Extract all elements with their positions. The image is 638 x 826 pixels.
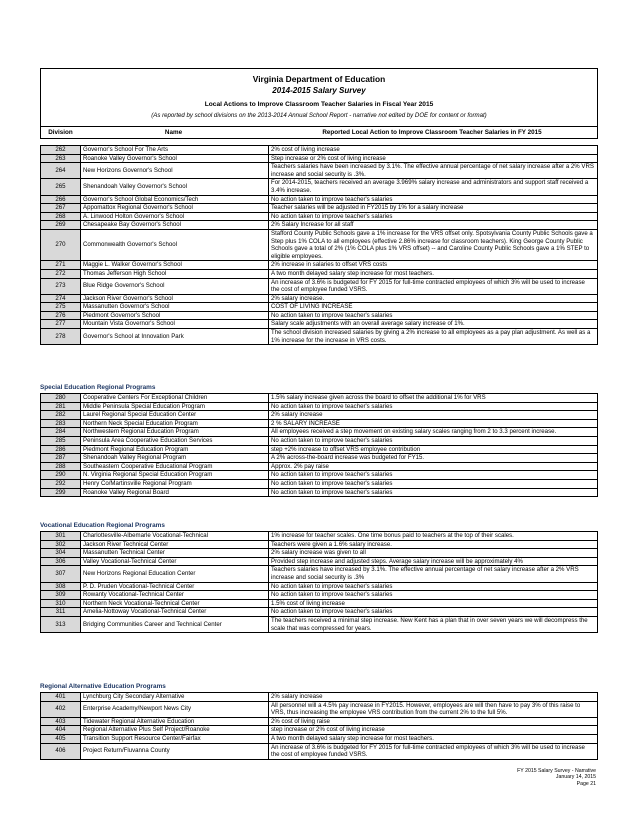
action-cell: No action taken to improve teacher's salaries	[269, 488, 598, 497]
division-name-cell: P. D. Pruden Vocational-Technical Center	[81, 582, 269, 591]
table-row	[41, 566, 598, 582]
special-education-table	[40, 393, 598, 497]
division-number-cell: 274	[41, 294, 81, 303]
division-number-cell: 263	[41, 154, 81, 163]
division-number-cell: 288	[41, 462, 81, 471]
division-name-cell: Cooperative Centers For Exceptional Children	[81, 394, 269, 403]
action-cell: For 2014-2015, teachers received an average 3.969% salary increase and administrators and support staff received a 3.4% increase.	[269, 179, 598, 195]
action-cell: Step increase or 2% cost of living increase	[269, 154, 598, 163]
table-row	[41, 436, 598, 445]
division-name-cell: Massanutten Technical Center	[81, 549, 269, 558]
division-name-cell: Regional Alternative Plus Self Project/Roanoke	[81, 726, 269, 735]
division-number-cell: 262	[41, 146, 81, 155]
table-row	[41, 428, 598, 437]
division-number-cell: 290	[41, 471, 81, 480]
division-number-cell: 278	[41, 329, 81, 345]
division-number-cell: 276	[41, 311, 81, 320]
division-name-cell: Peninsula Area Cooperative Education Services	[81, 436, 269, 445]
division-number-cell: 284	[41, 428, 81, 437]
action-cell: A two month delayed salary step increase for most teachers.	[269, 269, 598, 278]
division-name-cell: Rowanty Vocational-Technical Center	[81, 591, 269, 600]
table-row	[41, 693, 598, 702]
division-name-cell: Governor's School Global Economics/Tech	[81, 195, 269, 204]
action-cell: No action taken to improve teacher's salaries	[269, 212, 598, 221]
division-number-cell: 271	[41, 261, 81, 270]
report-heading: Local Actions to Improve Classroom Teacher Salaries in Fiscal Year 2015	[204, 101, 434, 108]
report-subtitle: 2014-2015 Salary Survey	[272, 86, 366, 95]
action-cell: 2% cost of living increase	[269, 146, 598, 155]
action-cell: No action taken to improve teacher's salaries	[269, 311, 598, 320]
table-row	[41, 532, 598, 541]
division-number-cell: 301	[41, 532, 81, 541]
governors-schools-table	[40, 145, 598, 345]
action-cell: No action taken to improve teacher's salaries	[269, 591, 598, 600]
table-row	[41, 204, 598, 213]
action-cell: All employees received a step movement on existing salary scales ranging from 2 to 3.3 percent increase.	[269, 428, 598, 437]
division-name-cell: Appomattox Regional Governor's School	[81, 204, 269, 213]
footer-line-1: FY 2015 Salary Survey - Narrative	[517, 768, 596, 774]
action-cell: 2% salary increase was given to all	[269, 549, 598, 558]
action-cell: All personnel will a 4.5% pay increase in FY2015. However, employees are will then have to pay 3% of this raise to VRS, thus increasing the employee VRS contribution from the current 2% to the full 5%.	[269, 701, 598, 717]
vocational-education-table	[40, 531, 598, 633]
action-cell: Stafford County Public Schools gave a 1% increase for the VRS offset only. Spotsylvania County Public Schools gave a Step plus 1% COLA to all employees (effective 2.86% increase for classroom teachers). King George County Public Schools gave a total of 2% (1% COLA plus 1% VRS offset) -- and Caroline County Public Schools gave a 1% STEP to eligible employees.	[269, 229, 598, 260]
division-name-cell: Northwestern Regional Education Program	[81, 428, 269, 437]
table-row	[41, 462, 598, 471]
table-row	[41, 402, 598, 411]
report-note: (As reported by school divisions on the 2013-2014 Annual School Report - narrative not edited by DOE for content or format)	[151, 112, 487, 119]
division-name-cell: Jackson River Governor's School	[81, 294, 269, 303]
table-row	[41, 163, 598, 179]
division-number-cell: 275	[41, 303, 81, 312]
table-row	[41, 294, 598, 303]
action-cell: step +2% increase to offset VRS employee contribution	[269, 445, 598, 454]
division-number-cell: 264	[41, 163, 81, 179]
division-name-cell: Commonwealth Governor's School	[81, 229, 269, 260]
column-header-action: Reported Local Action to Improve Classroom Teacher Salaries in FY 2015	[322, 129, 542, 136]
table-row	[41, 591, 598, 600]
table-row	[41, 261, 598, 270]
division-name-cell: Governor's School For The Arts	[81, 146, 269, 155]
division-name-cell: Tidewater Regional Alternative Education	[81, 717, 269, 726]
table-row	[41, 488, 598, 497]
division-name-cell: Charlottesville-Albemarle Vocational-Technical	[81, 532, 269, 541]
action-cell: A 2% across-the-board increase was budgeted for FY15.	[269, 454, 598, 463]
table-row	[41, 454, 598, 463]
division-number-cell: 280	[41, 394, 81, 403]
action-cell: Salary scale adjustments with an overall average salary increase of 1%.	[269, 320, 598, 329]
table-row	[41, 212, 598, 221]
table-row	[41, 229, 598, 260]
action-cell: No action taken to improve teacher's salaries	[269, 402, 598, 411]
division-number-cell: 281	[41, 402, 81, 411]
division-number-cell: 307	[41, 566, 81, 582]
division-name-cell: Amelia-Nottoway Vocational-Technical Center	[81, 608, 269, 617]
table-row	[41, 616, 598, 632]
division-number-cell: 285	[41, 436, 81, 445]
table-row	[41, 557, 598, 566]
division-number-cell: 311	[41, 608, 81, 617]
column-header-row	[40, 127, 598, 139]
division-name-cell: Northern Neck Vocational-Technical Center	[81, 599, 269, 608]
action-cell: No action taken to improve teacher's salaries	[269, 195, 598, 204]
table-row	[41, 599, 598, 608]
division-number-cell: 306	[41, 557, 81, 566]
division-name-cell: New Horizons Regional Education Center	[81, 566, 269, 582]
division-name-cell: Governor's School at Innovation Park	[81, 329, 269, 345]
action-cell: A two month delayed salary step increase for most teachers.	[269, 734, 598, 743]
division-number-cell: 266	[41, 195, 81, 204]
division-name-cell: Thomas Jefferson High School	[81, 269, 269, 278]
division-name-cell: Transition Support Resource Center/Fairfax	[81, 734, 269, 743]
table-row	[41, 311, 598, 320]
table-row	[41, 582, 598, 591]
action-cell: No action taken to improve teacher's salaries	[269, 582, 598, 591]
division-number-cell: 302	[41, 540, 81, 549]
division-number-cell: 304	[41, 549, 81, 558]
table-row	[41, 726, 598, 735]
division-name-cell: Lynchburg City Secondary Alternative	[81, 693, 269, 702]
action-cell: Teachers salaries have been increased by 3.1%. The effective annual percentage of net salary increase after a 2% VRS increase and social security is .3%.	[269, 163, 598, 179]
table-row	[41, 320, 598, 329]
division-number-cell: 272	[41, 269, 81, 278]
table-row	[41, 479, 598, 488]
division-number-cell: 313	[41, 616, 81, 632]
action-cell: Teachers were given a 1.6% salary increase.	[269, 540, 598, 549]
division-name-cell: Valley Vocational-Technical Center	[81, 557, 269, 566]
division-name-cell: Middle Peninsula Special Education Program	[81, 402, 269, 411]
division-name-cell: Roanoke Valley Regional Board	[81, 488, 269, 497]
table-row	[41, 221, 598, 230]
footer-line-3: Page 21	[576, 780, 596, 787]
action-cell: 2% salary increase.	[269, 294, 598, 303]
table-row	[41, 717, 598, 726]
division-number-cell: 277	[41, 320, 81, 329]
action-cell: 1.5% cost of living increase	[269, 599, 598, 608]
division-name-cell: Bridging Communities Career and Technical Center	[81, 616, 269, 632]
report-header	[40, 68, 598, 127]
action-cell: 2% salary increase	[269, 693, 598, 702]
division-number-cell: 402	[41, 701, 81, 717]
table-row	[41, 179, 598, 195]
table-row	[41, 411, 598, 420]
division-name-cell: Enterprise Academy/Newport News City	[81, 701, 269, 717]
table-row	[41, 329, 598, 345]
footer-line-2: January 14, 2015	[555, 774, 596, 781]
action-cell: Provided step increase and adjusted steps. Average salary increase will be approximately 4%	[269, 557, 598, 566]
action-cell: 1% increase for teacher scales. One time bonus paid to teachers at the top of their scales.	[269, 532, 598, 541]
action-cell: An increase of 3.6% is budgeted for FY 2015 for full-time contracted employees of which 3% will be used to increase the cost of employee funded VSRS.	[269, 743, 598, 759]
table-row	[41, 743, 598, 759]
division-name-cell: Piedmont Regional Education Program	[81, 445, 269, 454]
action-cell: No action taken to improve teacher's salaries	[269, 479, 598, 488]
division-name-cell: A. Linwood Holton Governor's School	[81, 212, 269, 221]
action-cell: 2 % SALARY INCREASE	[269, 419, 598, 428]
section-title-vocational: Vocational Education Regional Programs	[40, 522, 165, 529]
action-cell: Teachers salaries have increased by 3.1%. The effective annual percentage of net salary increase after a 2% VRS increase and social security is .3%	[269, 566, 598, 582]
division-number-cell: 406	[41, 743, 81, 759]
division-name-cell: Massanutten Governor's School	[81, 303, 269, 312]
division-name-cell: New Horizons Governor's School	[81, 163, 269, 179]
action-cell: No action taken to improve teacher's salaries	[269, 608, 598, 617]
division-number-cell: 269	[41, 221, 81, 230]
division-name-cell: Maggie L. Walker Governor's School	[81, 261, 269, 270]
table-row	[41, 734, 598, 743]
table-row	[41, 549, 598, 558]
division-name-cell: Laurel Regional Special Education Center	[81, 411, 269, 420]
table-row	[41, 269, 598, 278]
action-cell: Approx. 2% pay raise	[269, 462, 598, 471]
table-row	[41, 540, 598, 549]
division-number-cell: 287	[41, 454, 81, 463]
table-row	[41, 608, 598, 617]
action-cell: Teacher salaries will be adjusted in FY2015 by 1% for a salary increase	[269, 204, 598, 213]
division-number-cell: 282	[41, 411, 81, 420]
division-name-cell: Project Return/Fluvanna County	[81, 743, 269, 759]
division-number-cell: 310	[41, 599, 81, 608]
table-row	[41, 154, 598, 163]
table-row	[41, 146, 598, 155]
table-row	[41, 701, 598, 717]
division-number-cell: 404	[41, 726, 81, 735]
division-name-cell: Northern Neck Special Education Program	[81, 419, 269, 428]
division-name-cell: Piedmont Governor's School	[81, 311, 269, 320]
action-cell: No action taken to improve teacher's salaries	[269, 436, 598, 445]
action-cell: 2% Salary Increase for all staff	[269, 221, 598, 230]
table-row	[41, 195, 598, 204]
division-number-cell: 401	[41, 693, 81, 702]
table-row	[41, 471, 598, 480]
column-header-name: Name	[164, 129, 183, 136]
division-number-cell: 292	[41, 479, 81, 488]
column-header-division: Division	[48, 129, 73, 136]
division-number-cell: 308	[41, 582, 81, 591]
division-number-cell: 403	[41, 717, 81, 726]
action-cell: An increase of 3.6% is budgeted for FY 2015 for full-time contracted employees of which 3% will be used to increase the cost of employee funded VSRS.	[269, 278, 598, 294]
action-cell: 1.5% salary increase given across the board to offset the additional 1% for VRS	[269, 394, 598, 403]
action-cell: step increase or 2% cost of living increase	[269, 726, 598, 735]
report-title: Virginia Department of Education	[252, 74, 386, 84]
table-row	[41, 419, 598, 428]
division-name-cell: Southeastern Cooperative Educational Program	[81, 462, 269, 471]
division-name-cell: Mountain Vista Governor's School	[81, 320, 269, 329]
action-cell: COST OF LIVING INCREASE	[269, 303, 598, 312]
division-number-cell: 268	[41, 212, 81, 221]
section-title-special: Special Education Regional Programs	[40, 384, 156, 391]
division-number-cell: 270	[41, 229, 81, 260]
division-name-cell: N. Virginia Regional Special Education Program	[81, 471, 269, 480]
division-name-cell: Henry Co/Martinsville Regional Program	[81, 479, 269, 488]
action-cell: No action taken to improve teacher's salaries	[269, 471, 598, 480]
division-number-cell: 286	[41, 445, 81, 454]
division-number-cell: 299	[41, 488, 81, 497]
division-name-cell: Shenandoah Valley Regional Program	[81, 454, 269, 463]
table-row	[41, 445, 598, 454]
table-row	[41, 394, 598, 403]
table-row	[41, 303, 598, 312]
action-cell: 2% increase in salaries to offset VRS costs	[269, 261, 598, 270]
division-number-cell: 267	[41, 204, 81, 213]
division-name-cell: Jackson River Technical Center	[81, 540, 269, 549]
division-name-cell: Shenandoah Valley Governor's School	[81, 179, 269, 195]
division-name-cell: Roanoke Valley Governor's School	[81, 154, 269, 163]
action-cell: 2% salary increase	[269, 411, 598, 420]
division-number-cell: 273	[41, 278, 81, 294]
division-number-cell: 265	[41, 179, 81, 195]
division-name-cell: Chesapeake Bay Governor's School	[81, 221, 269, 230]
action-cell: The school division increased salaries by giving a 2% increase to all employees as a pay plan adjustment. As well as a 1% increase for the increase in VRS costs.	[269, 329, 598, 345]
section-title-alternative: Regional Alternative Education Programs	[40, 683, 166, 690]
division-number-cell: 283	[41, 419, 81, 428]
division-number-cell: 309	[41, 591, 81, 600]
division-number-cell: 405	[41, 734, 81, 743]
alternative-education-table	[40, 692, 598, 760]
page-footer	[480, 768, 596, 787]
division-name-cell: Blue Ridge Governor's School	[81, 278, 269, 294]
action-cell: 2% cost of living raise	[269, 717, 598, 726]
action-cell: The teachers received a minimal step increase. New Kent has a plan that in over seven years we will decompress the scale that was compressed for years.	[269, 616, 598, 632]
table-row	[41, 278, 598, 294]
